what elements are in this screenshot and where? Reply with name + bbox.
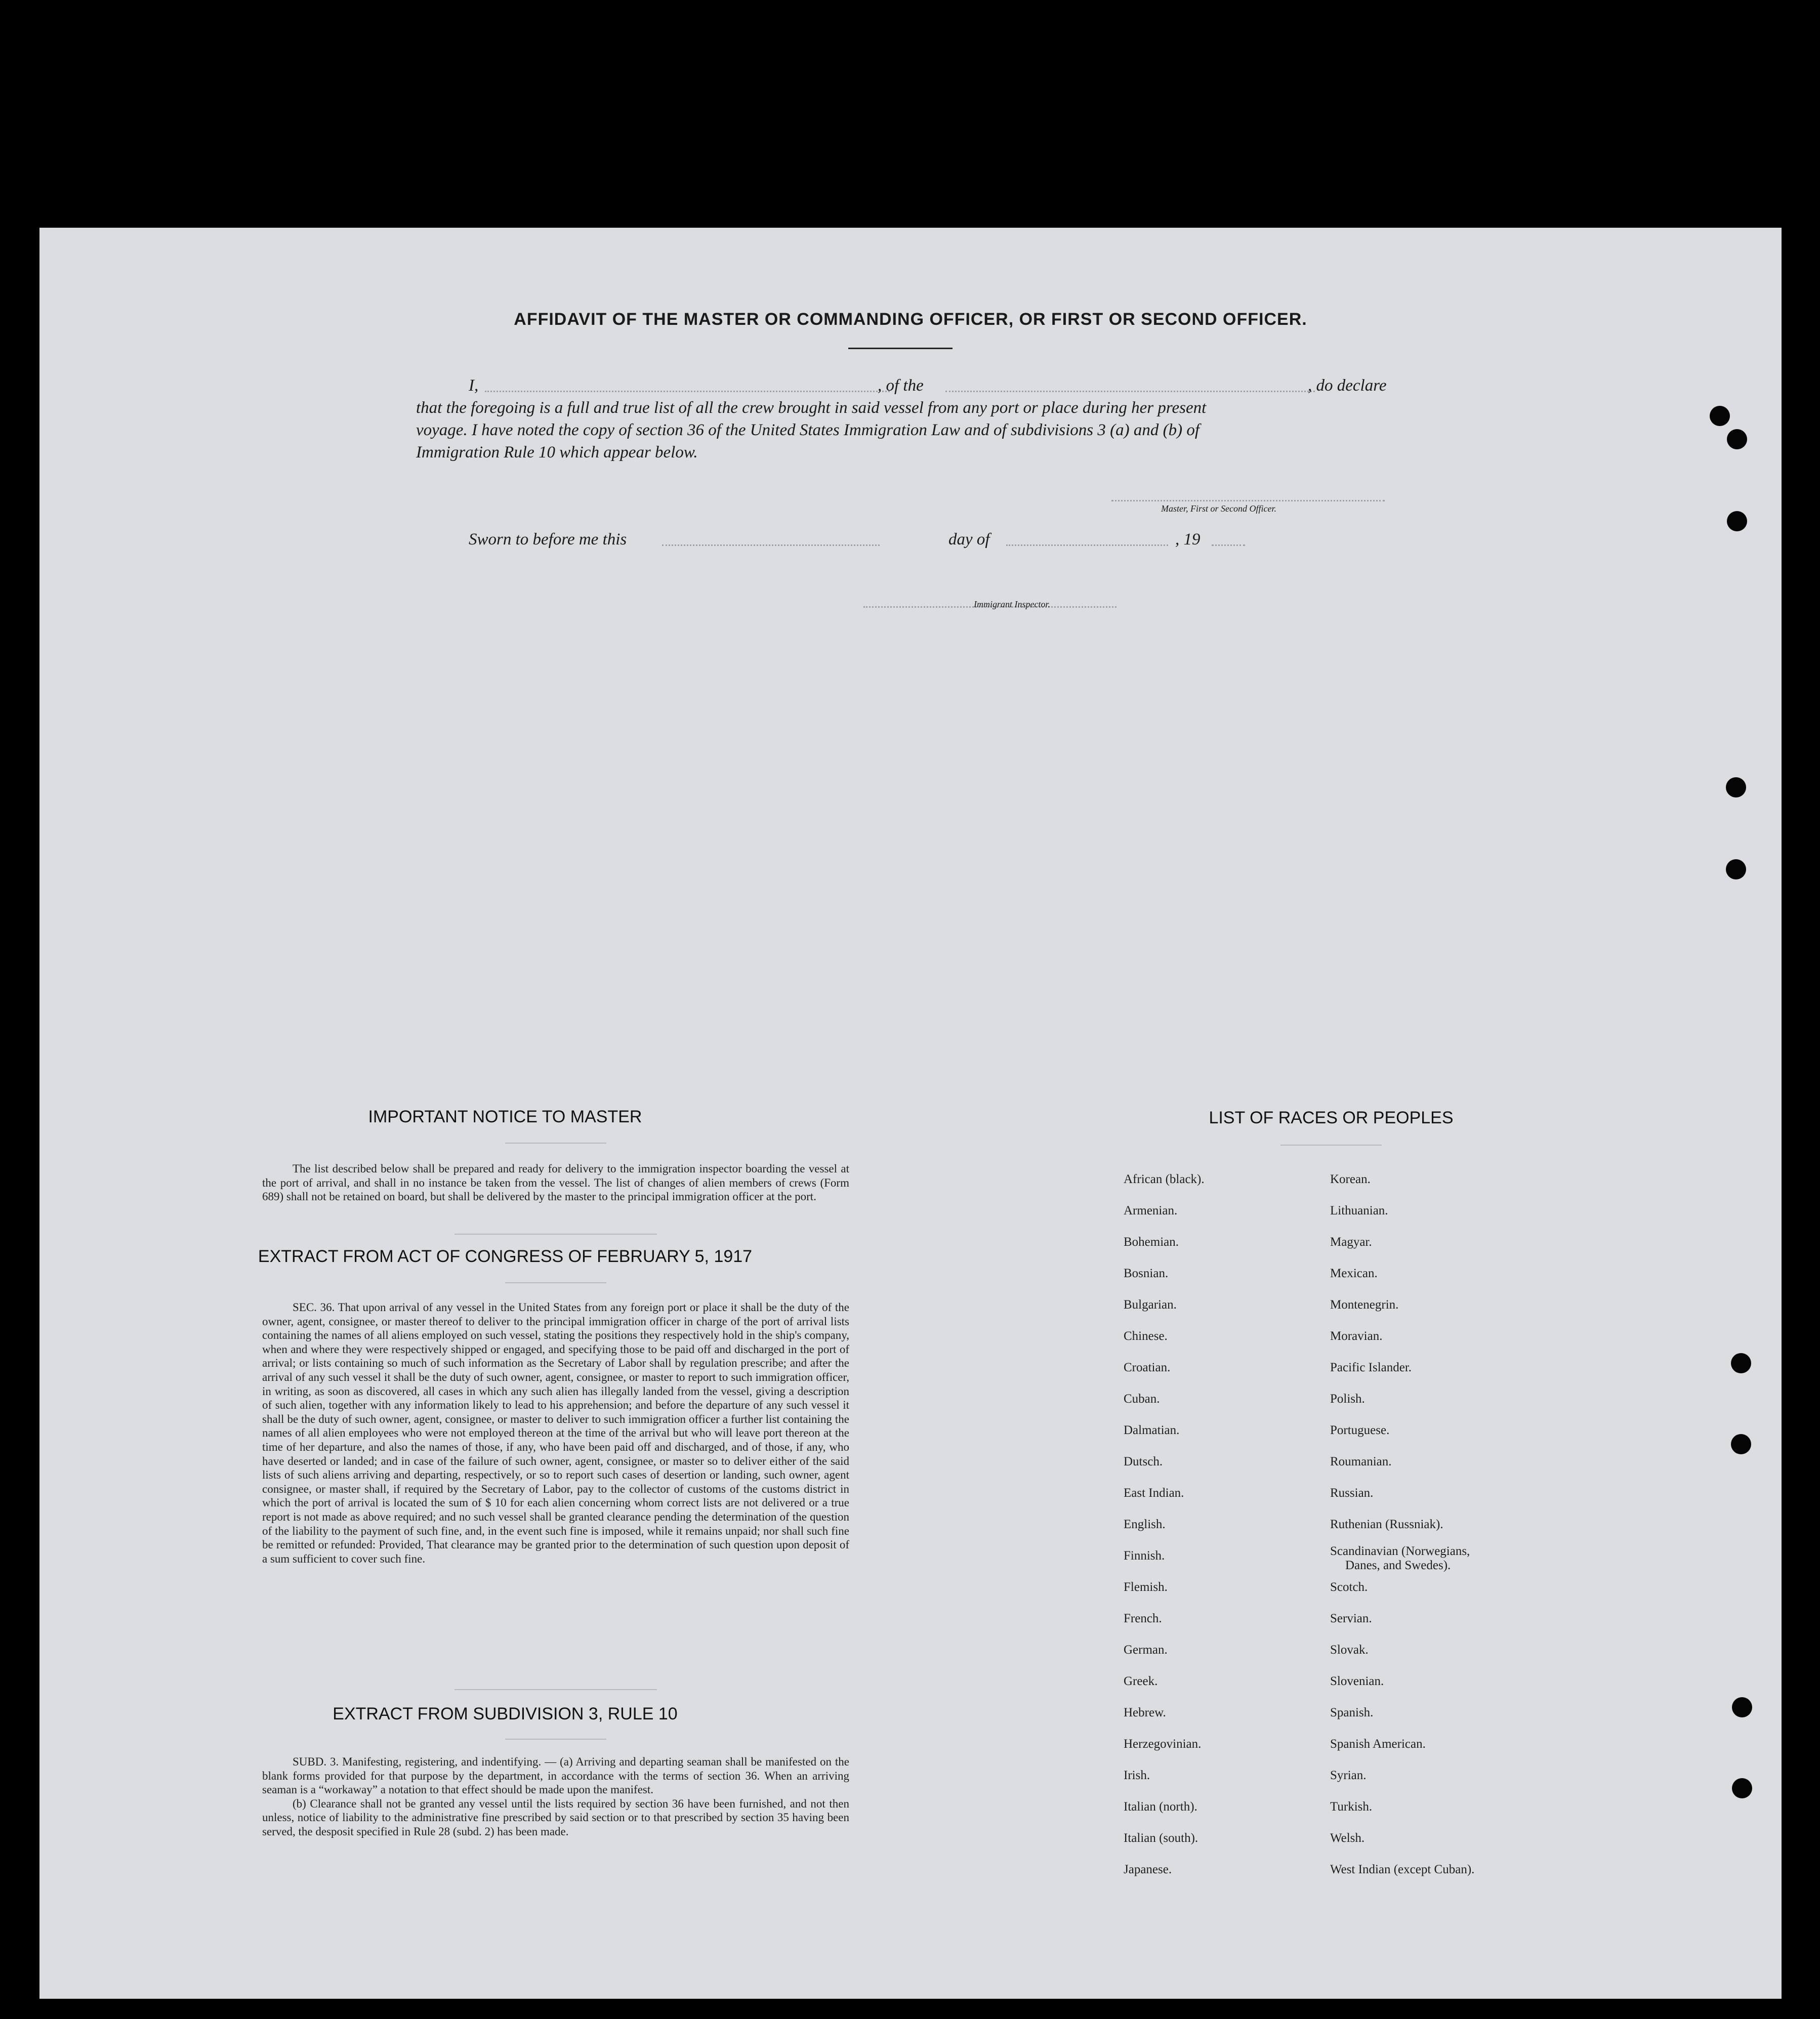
rule-paragraph-a: SUBD. 3. Manifesting, registering, and indentifying. — (a) Arriving and departing seaman shall be manifested on the blank forms provided for that purpose by the department, in accordance with the terms of section 36. When an arriving seaman is a “workaway” a notation to that effect should be made upon the manifest. <box>262 1755 849 1796</box>
race-item: Scotch. <box>1330 1580 1368 1594</box>
punch-hole <box>1732 1778 1752 1798</box>
inspector-caption: Immigrant Inspector. <box>974 599 1050 609</box>
race-item: Cuban. <box>1124 1392 1160 1406</box>
races-rule <box>1280 1145 1382 1146</box>
race-item: Servian. <box>1330 1612 1372 1625</box>
race-item: Pacific Islander. <box>1330 1361 1412 1374</box>
race-item: Bosnian. <box>1124 1267 1169 1280</box>
rule-paragraph-b: (b) Clearance shall not be granted any vessel until the lists required by section 36 have been furnished, and not then unless, notice of liability to the administrative fine prescribed by said section or to that prescribed by section 35 having been served, the desposit specified in Rule 28 (subd. 2) has been made. <box>262 1797 849 1838</box>
race-item: Syrian. <box>1330 1769 1367 1782</box>
race-item: Italian (south). <box>1124 1831 1198 1845</box>
vessel-field[interactable] <box>945 391 1315 392</box>
do-declare-label: , do declare <box>1308 376 1387 395</box>
race-item: Magyar. <box>1330 1235 1372 1249</box>
race-item: Japanese. <box>1124 1863 1172 1876</box>
race-item-continuation: Danes, and Swedes). <box>1345 1559 1451 1572</box>
notice-heading: IMPORTANT NOTICE TO MASTER <box>368 1107 642 1126</box>
race-item: Lithuanian. <box>1330 1204 1388 1217</box>
race-item: Bulgarian. <box>1124 1298 1177 1312</box>
section-divider <box>454 1234 657 1235</box>
race-item: Slovak. <box>1330 1643 1369 1657</box>
title-underline <box>848 348 953 349</box>
race-item: Italian (north). <box>1124 1800 1197 1814</box>
race-item: Scandinavian (Norwegians, <box>1330 1544 1470 1558</box>
affidavit-line-3: voyage. I have noted the copy of section 36 of the United States Immigration Law and of subdivisions 3 (a) and (b) of <box>416 421 1200 439</box>
notice-paragraph: The list described below shall be prepared and ready for delivery to the immigration inspector boarding the vessel at the port of arrival, and shall in no instance be taken from the vessel. The list of changes of alien members of crews (Form 689) shall not be retained on board, but shall be delivered by the master to the principal immigration officer at the port. <box>262 1162 849 1203</box>
act-paragraph: SEC. 36. That upon arrival of any vessel in the United States from any foreign port or place it shall be the duty of the owner, agent, consignee, or master thereof to deliver to the principal immigration officer in charge of the port of arrival lists containing the names of all aliens employed on such vessel, stating the positions they respectively hold in the ship's company, when and where they were respectively shipped or engaged, and specifying those to be paid off and discharged in the port of arrival; or lists containing so much of such information as the Secretary of Labor shall by regulation prescribe; and after the arrival of any such vessel it shall be the duty of such owner, agent, consignee, or master to report to such immigration officer, in writing, as soon as discovered, all cases in which any such alien has illegally landed from the vessel, giving a description of such alien, together with any information likely to lead to his apprehension; and before the departure of any such vessel it shall be the duty of such owner, agent, consignee, or master to deliver to such immigration officer a further list containing the names of all alien employees who were not employed thereon at the time of the arrival but who will leave port thereon at the time of her departure, and also the names of those, if any, who have been paid off and discharged, and of those, if any, who have deserted or landed; and in case of the failure of such owner, agent, consignee, or master so to deliver either of the said lists of such aliens arriving and departing, respectively, or so to report such cases of desertion or landing, such owner, agent consignee, or master shall, if required by the Secretary of Labor, pay to the collector of customs of the customs district in which the port of arrival is located the sum of $ 10 for each alien concerning whom correct lists are not delivered or a true report is not made as above required; and no such vessel shall be granted clearance pending the determination of the question of the liability to the payment of such fine, and, in the event such fine is imposed, while it remains unpaid; nor shall such fine be remitted or refunded: Provided, That clearance may be granted prior to the determination of such question upon deposit of a sum sufficient to cover such fine. <box>262 1301 849 1565</box>
race-item: Polish. <box>1330 1392 1365 1406</box>
act-text <box>262 1300 849 1566</box>
race-item: Herzegovinian. <box>1124 1737 1202 1751</box>
race-item: Greek. <box>1124 1674 1158 1688</box>
notice-text <box>262 1162 849 1204</box>
of-the-label: , of the <box>878 376 924 395</box>
race-item-multiline <box>1330 1540 1474 1572</box>
race-item: East Indian. <box>1124 1486 1184 1500</box>
affidavit-line-2: that the foregoing is a full and true list of all the crew brought in said vessel from any port or place during her present <box>416 399 1207 417</box>
document-page <box>39 228 1782 1999</box>
affidavit-line-4: Immigration Rule 10 which appear below. <box>416 443 698 461</box>
race-item: Finnish. <box>1124 1549 1165 1563</box>
race-item: Hebrew. <box>1124 1706 1166 1719</box>
punch-hole <box>1726 777 1746 797</box>
sworn-month-field[interactable] <box>1006 544 1168 546</box>
race-item: Chinese. <box>1124 1329 1168 1343</box>
name-field[interactable] <box>485 391 890 392</box>
race-item: Irish. <box>1124 1769 1150 1782</box>
race-item: English. <box>1124 1518 1166 1531</box>
race-item: Flemish. <box>1124 1580 1168 1594</box>
sworn-day-field[interactable] <box>662 544 880 546</box>
race-item: French. <box>1124 1612 1162 1625</box>
notice-rule <box>505 1143 606 1144</box>
race-item: African (black). <box>1124 1172 1205 1186</box>
year-label: , 19 <box>1175 530 1201 549</box>
day-of-label: day of <box>948 530 990 549</box>
race-item: Roumanian. <box>1330 1455 1392 1468</box>
race-item: Montenegrin. <box>1330 1298 1399 1312</box>
race-item: Welsh. <box>1330 1831 1365 1845</box>
race-item: Portuguese. <box>1330 1423 1390 1437</box>
punch-hole <box>1726 859 1746 879</box>
race-item: Dutsch. <box>1124 1455 1163 1468</box>
act-rule <box>505 1282 606 1283</box>
punch-hole <box>1710 406 1730 426</box>
race-item: Spanish American. <box>1330 1737 1426 1751</box>
master-caption: Master, First or Second Officer. <box>1161 503 1276 514</box>
race-item: Moravian. <box>1330 1329 1383 1343</box>
punch-hole <box>1727 511 1747 531</box>
race-item: Russian. <box>1330 1486 1374 1500</box>
races-left-column <box>1124 1164 1205 1885</box>
races-right-column <box>1330 1164 1474 1885</box>
race-item: Ruthenian (Russniak). <box>1330 1518 1443 1531</box>
race-item: Dalmatian. <box>1124 1423 1180 1437</box>
sworn-year-field[interactable] <box>1212 544 1245 546</box>
race-item: Korean. <box>1330 1172 1371 1186</box>
race-item: Mexican. <box>1330 1267 1378 1280</box>
punch-hole <box>1727 429 1747 449</box>
rule-heading: EXTRACT FROM SUBDIVISION 3, RULE 10 <box>333 1704 678 1723</box>
races-heading: LIST OF RACES OR PEOPLES <box>1209 1108 1454 1127</box>
section-divider <box>454 1689 657 1690</box>
race-item: Bohemian. <box>1124 1235 1179 1249</box>
affidavit-title: AFFIDAVIT OF THE MASTER OR COMMANDING OFFICER, OR FIRST OR SECOND OFFICER. <box>514 310 1307 329</box>
punch-hole <box>1732 1697 1752 1717</box>
race-item: Armenian. <box>1124 1204 1178 1217</box>
punch-hole <box>1731 1353 1751 1373</box>
master-signature-field[interactable] <box>1111 500 1385 501</box>
punch-hole <box>1731 1434 1751 1454</box>
sworn-label: Sworn to before me this <box>469 530 627 549</box>
rule-text <box>262 1755 849 1839</box>
race-item: Croatian. <box>1124 1361 1171 1374</box>
affidavit-i-label: I, <box>469 376 479 395</box>
act-heading: EXTRACT FROM ACT OF CONGRESS OF FEBRUARY 5, 1917 <box>258 1247 753 1266</box>
race-item: Slovenian. <box>1330 1674 1384 1688</box>
race-item: Turkish. <box>1330 1800 1373 1814</box>
race-item: German. <box>1124 1643 1168 1657</box>
race-item: West Indian (except Cuban). <box>1330 1863 1475 1876</box>
race-item: Spanish. <box>1330 1706 1374 1719</box>
rule-rule <box>505 1739 606 1740</box>
